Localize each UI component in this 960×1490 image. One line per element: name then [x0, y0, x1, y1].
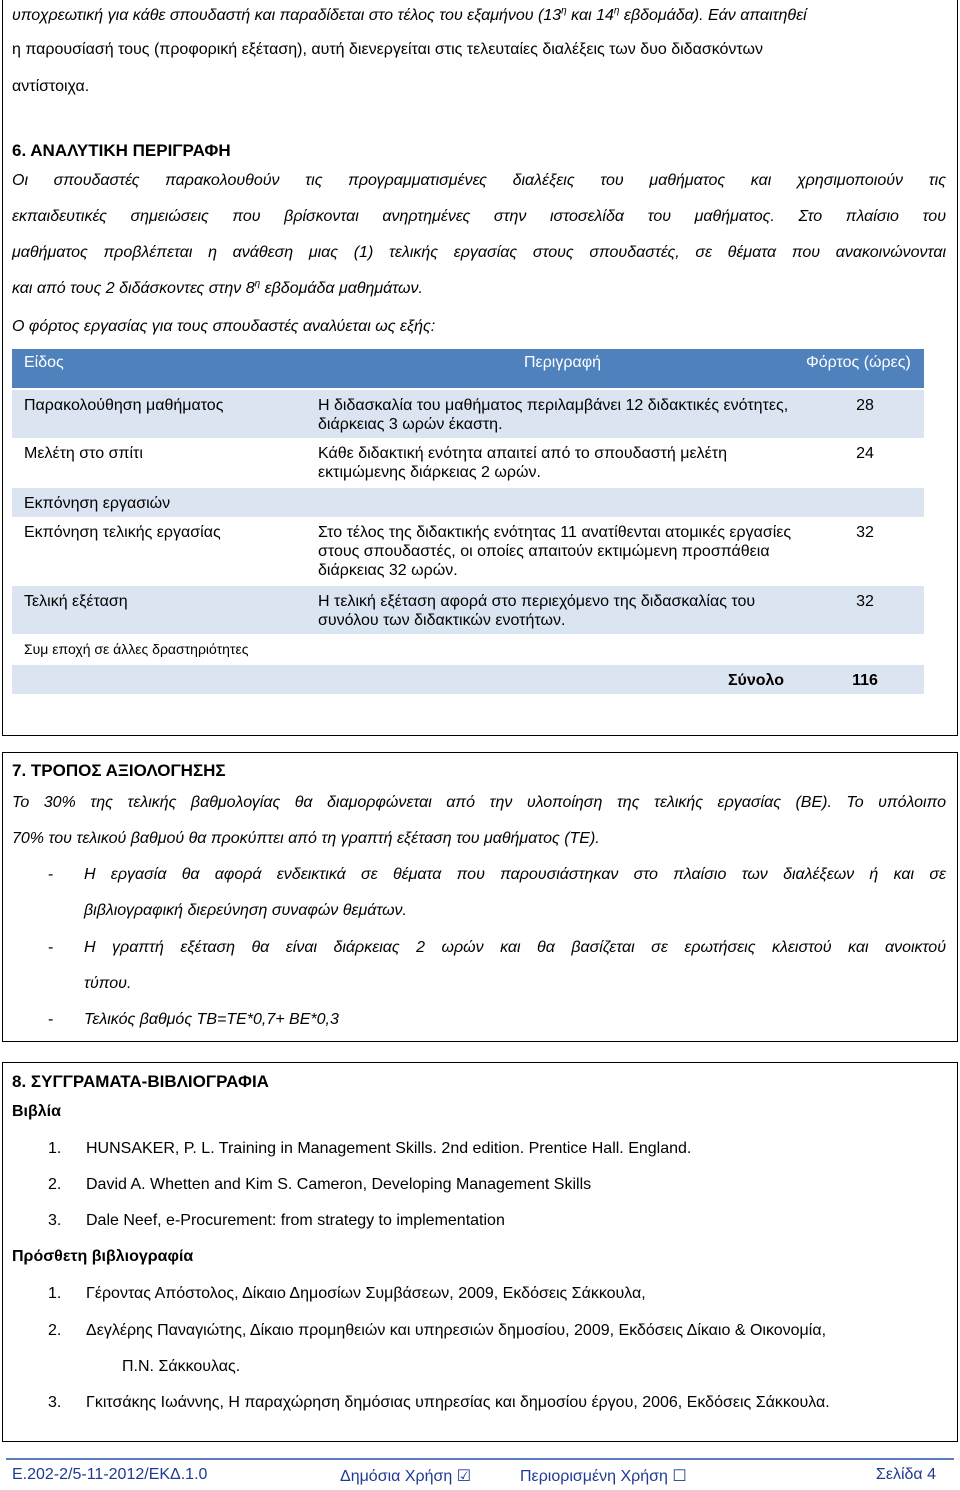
bullet-2-line-2: τύπου. [84, 975, 132, 992]
section-6-paragraph-line-1: Οι σπουδαστές παρακολουθούν τις προγραμματισμένες διαλέξεις του μαθήματος και χρησιμοποιούν τις [12, 172, 946, 189]
row-hours [806, 487, 924, 517]
intro-line-3: αντίστοιχα. [12, 78, 90, 95]
public-use-label: Δημόσια Χρήση ☑ [340, 1468, 472, 1485]
table-row [12, 438, 924, 487]
workload-intro: Ο φόρτος εργασίας για τους σπουδαστές αναλύεται ως εξής: [12, 318, 436, 335]
row-hours: 32 [806, 585, 924, 634]
bullet-2-line-1: Η γραπτή εξέταση θα είναι διάρκειας 2 ωρών και θα βασίζεται σε ερωτήσεις κλειστού και ανοικτού [84, 939, 946, 956]
books-heading: Βιβλία [12, 1103, 61, 1120]
row-description: Κάθε διδακτική ενότητα απαιτεί από το σπουδαστή μελέτη εκτιμώμενης διάρκειας 2 ωρών. [306, 438, 806, 487]
section-6-title: 6. ΑΝΑΛΥΤΙΚΗ ΠΕΡΙΓΡΑΦΗ [12, 141, 231, 160]
total-label: Σύνολο [306, 664, 806, 694]
row-type: Μελέτη στο σπίτι [12, 438, 306, 487]
footer-divider [6, 1458, 954, 1460]
row-hours [806, 634, 924, 664]
section-7-paragraph-line-2: 70% του τελικού βαθμού θα προκύπτει από τη γραπτή εξέταση του μαθήματος (ΤΕ). [12, 830, 600, 847]
table-row [12, 585, 924, 634]
intro-line-1: υποχρεωτική για κάθε σπουδαστή και παραδίδεται στο τέλος του εξαμήνου ($13^\eta$ και $14^\eta$ εβδομάδα). Εάν απαιτηθεί [12, 5, 807, 24]
total-value: 116 [806, 664, 924, 694]
header-hours: Φόρτος (ώρες) [806, 349, 924, 389]
workload-table [12, 349, 924, 694]
table-row [12, 487, 924, 517]
header-description: Περιγραφή [306, 349, 806, 389]
row-type: Τελική εξέταση [12, 585, 306, 634]
row-description: Η τελική εξέταση αφορά στο περιεχόμενο της διδασκαλίας του συνόλου των διδακτικών ενοτήτων. [306, 585, 806, 634]
row-type: Παρακολούθηση μαθήματος [12, 389, 306, 438]
intro-line-2: η παρουσίασή τους (προφορική εξέταση), αυτή διενεργείται στις τελευταίες διαλέξεις των δυο διδασκόντων [12, 41, 763, 58]
bullet-1-line-1: Η εργασία θα αφορά ενδεικτικά σε θέματα που παρουσιάστηκαν στο πλαίσιο των διαλέξεων ή και σε [84, 866, 946, 883]
table-total-row [12, 664, 924, 694]
row-hours: 28 [806, 389, 924, 438]
restricted-use-label: Περιορισμένη Χρήση ☐ [520, 1468, 687, 1485]
page-number: Σελίδα 4 [875, 1466, 936, 1483]
section-7-paragraph-line-1: Το 30% της τελικής βαθμολογίας θα διαμορφώνεται από την υλοποίηση της τελικής εργασίας (ΒΕ). Το υπόλοιπο [12, 794, 946, 811]
bullet-dash: - [48, 1011, 54, 1028]
table-row [12, 634, 924, 664]
checked-box-icon: ☑ [456, 1468, 472, 1485]
table-header-row [12, 349, 924, 389]
document-code: Ε.202-2/5-11-2012/ΕΚΔ.1.0 [12, 1466, 208, 1483]
table-row [12, 389, 924, 438]
row-hours: 24 [806, 438, 924, 487]
bullet-1-line-2: βιβλιογραφική διερεύνηση συναφών θεμάτων. [84, 902, 407, 919]
row-type: Εκπόνηση τελικής εργασίας [12, 517, 306, 585]
row-description: Η διδασκαλία του μαθήματος περιλαμβάνει 12 διδακτικές ενότητες, διάρκειας 3 ωρών έκαστη. [306, 389, 806, 438]
bullet-dash: - [48, 939, 54, 956]
table-row [12, 517, 924, 585]
section-8-title: 8. ΣΥΓΓΡΑΜΑΤΑ-ΒΙΒΛΙΟΓΡΑΦΙΑ [12, 1072, 269, 1091]
empty-box-icon: ☐ [672, 1468, 687, 1485]
extra-bibliography-heading: Πρόσθετη βιβλιογραφία [12, 1248, 194, 1265]
row-type: Συμ εποχή σε άλλες δραστηριότητες [12, 634, 806, 664]
section-6-paragraph-line-3: μαθήματος προβλέπεται η ανάθεση μιας (1) τελικής εργασίας στους σπουδαστές, σε θέματα που ανακοινώνονται [12, 244, 946, 261]
bullet-dash: - [48, 866, 54, 883]
section-6-paragraph-line-2: εκπαιδευτικές σημειώσεις που βρίσκονται ανηρτημένες στην ιστοσελίδα του μαθήματος. Στο πλαίσιο του [12, 208, 947, 225]
row-description: Στο τέλος της διδακτικής ενότητας 11 ανατίθενται ατομικές εργασίες στους σπουδαστές, οι οποίες απαιτούν εκτιμώμενη προσπάθεια διάρκειας 32 ωρών. [306, 517, 806, 585]
row-hours: 32 [806, 517, 924, 585]
section-6-paragraph-line-4: και από τους 2 διδάσκοντες στην $8^\eta$ εβδομάδα μαθημάτων. [12, 278, 423, 297]
header-type: Είδος [12, 349, 306, 389]
section-7-title: 7. ΤΡΟΠΟΣ ΑΞΙΟΛΟΓΗΣΗΣ [12, 761, 226, 780]
bullet-3: Τελικός βαθμός ΤΒ=ΤΕ*0,7+ ΒΕ*0,3 [84, 1011, 339, 1028]
row-description [306, 487, 806, 517]
row-type: Εκπόνηση εργασιών [12, 487, 306, 517]
